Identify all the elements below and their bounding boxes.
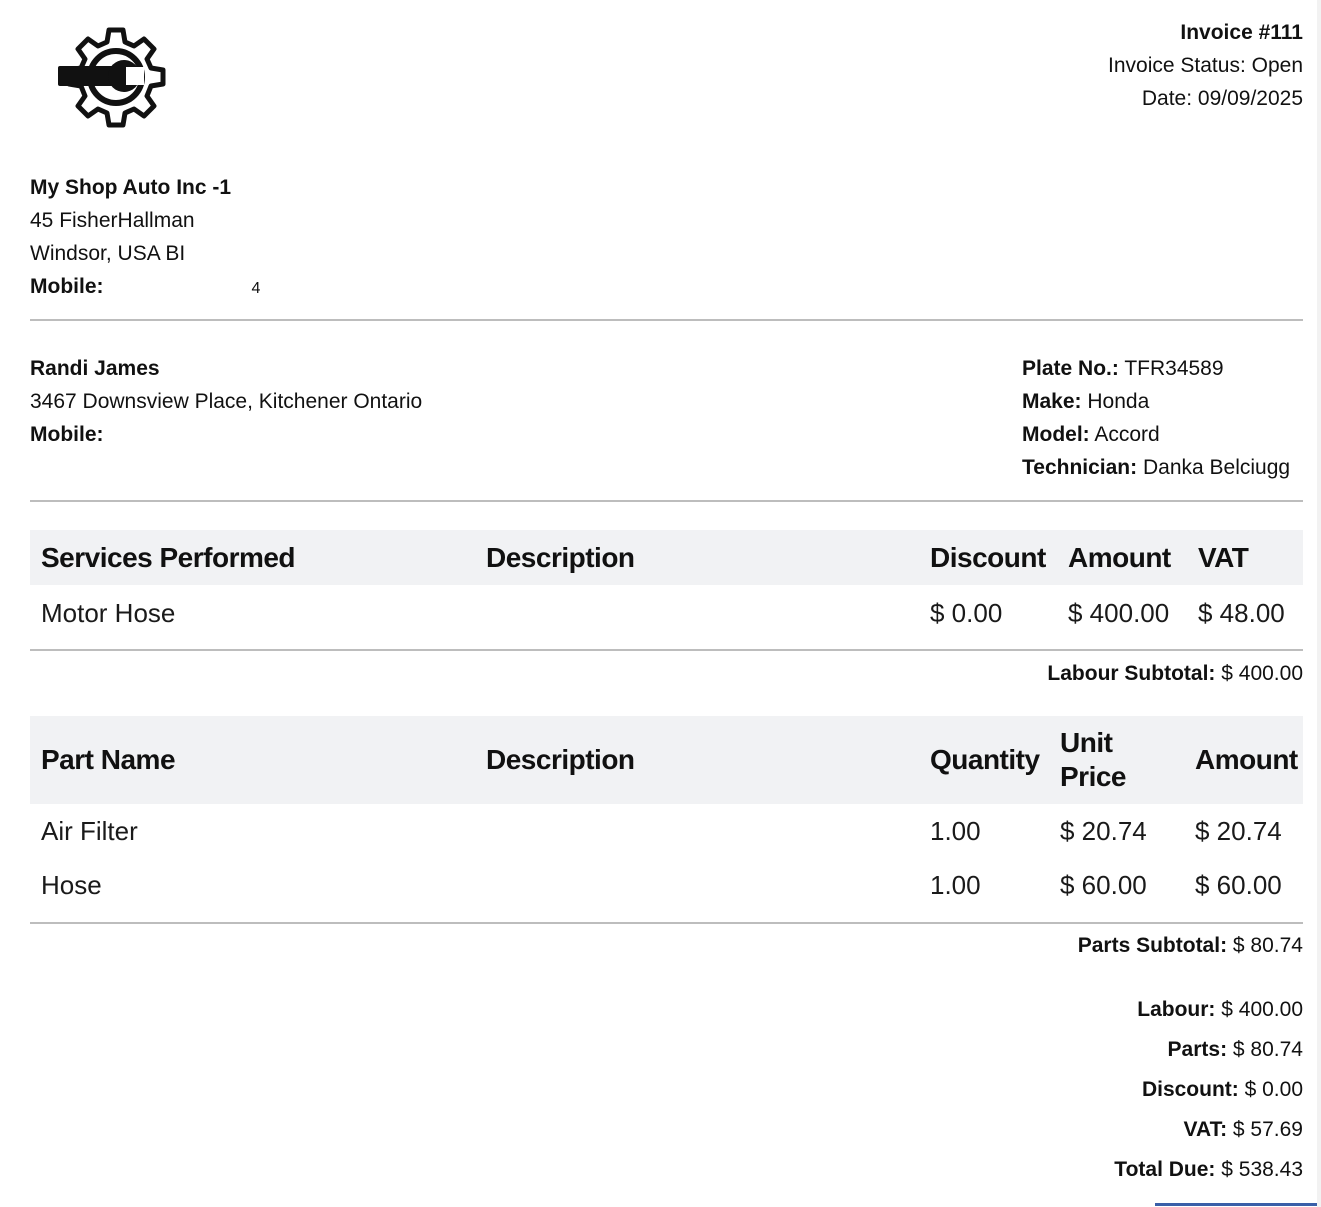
shop-mobile: Mobile: 4 <box>30 275 261 298</box>
parts-header-row <box>30 716 1303 804</box>
labour-subtotal-value: $ 400.00 <box>1221 662 1303 685</box>
divider <box>30 500 1303 502</box>
customer-info <box>30 352 730 451</box>
parts-subtotal-value: $ 80.74 <box>1232 934 1303 957</box>
labour-subtotal: Labour Subtotal: $ 400.00 <box>1047 662 1303 685</box>
customer-name: Randi James <box>30 357 160 380</box>
invoice-date: Date: 09/09/2025 <box>1141 87 1303 110</box>
vehicle-technician: Technician: Danka Belciugg <box>1022 456 1291 479</box>
vehicle-info <box>1022 352 1312 484</box>
part-quantity: 1.00 <box>930 869 981 900</box>
part-name: Hose <box>41 869 102 900</box>
total-vat: VAT: $ 57.69 <box>1183 1118 1303 1141</box>
col-amount: Amount <box>1057 530 1187 585</box>
col-description: Description <box>475 716 919 804</box>
total-due-value: $ 538.43 <box>1221 1158 1303 1181</box>
col-part-name: Part Name <box>30 716 475 804</box>
part-quantity: 1.00 <box>930 815 981 846</box>
shop-info <box>30 171 530 305</box>
invoice-status: Invoice Status: Open <box>1108 54 1303 77</box>
customer-address: 3467 Downsview Place, Kitchener Ontario <box>30 390 423 413</box>
customer-mobile: Mobile: <box>30 423 104 446</box>
part-unit-price: $ 20.74 <box>1060 815 1147 846</box>
footer-accent <box>1155 1203 1321 1206</box>
shop-mobile-value: 4 <box>251 280 261 297</box>
divider <box>30 649 1303 651</box>
services-table <box>30 530 1303 641</box>
service-description <box>475 585 919 641</box>
parts-table <box>30 716 1303 912</box>
col-vat: VAT <box>1187 530 1303 585</box>
shop-name: My Shop Auto Inc -1 <box>30 176 232 199</box>
service-name: Motor Hose <box>41 597 176 628</box>
part-name: Air Filter <box>41 815 138 846</box>
service-vat: $ 48.00 <box>1198 597 1285 628</box>
col-services-performed: Services Performed <box>30 530 475 585</box>
shop-address-line2: Windsor, USA BI <box>30 242 186 265</box>
gear-wrench-icon <box>58 24 176 134</box>
table-row <box>30 804 1303 858</box>
shop-address-line1: 45 FisherHallman <box>30 209 195 232</box>
part-description <box>475 804 919 858</box>
divider <box>30 922 1303 924</box>
total-parts: Parts: $ 80.74 <box>1167 1038 1303 1061</box>
table-row <box>30 858 1303 912</box>
totals-summary <box>803 990 1303 1190</box>
total-due: Total Due: $ 538.43 <box>1114 1158 1303 1181</box>
col-discount: Discount <box>919 530 1057 585</box>
part-amount: $ 60.00 <box>1195 869 1282 900</box>
service-discount: $ 0.00 <box>930 597 1003 628</box>
shop-logo <box>58 24 176 134</box>
table-row <box>30 585 1303 641</box>
part-amount: $ 20.74 <box>1195 815 1282 846</box>
invoice-status-value: Open <box>1251 54 1303 77</box>
col-unit-price: Unit Price <box>1049 716 1184 804</box>
invoice-number: Invoice #111 <box>1180 21 1303 44</box>
total-discount: Discount: $ 0.00 <box>1141 1078 1303 1101</box>
invoice-header <box>883 16 1303 115</box>
divider <box>30 319 1303 321</box>
vehicle-model: Model: Accord <box>1022 423 1160 446</box>
service-amount: $ 400.00 <box>1068 597 1170 628</box>
part-unit-price: $ 60.00 <box>1060 869 1147 900</box>
page-edge <box>1317 0 1321 1207</box>
col-quantity: Quantity <box>919 716 1049 804</box>
parts-subtotal: Parts Subtotal: $ 80.74 <box>1077 934 1303 957</box>
services-header-row <box>30 530 1303 585</box>
col-description: Description <box>475 530 919 585</box>
part-description <box>475 858 919 912</box>
vehicle-plate: Plate No.: TFR34589 <box>1022 357 1224 380</box>
total-labour: Labour: $ 400.00 <box>1137 998 1303 1021</box>
vehicle-make: Make: Honda <box>1022 390 1150 413</box>
col-amount: Amount <box>1184 716 1303 804</box>
invoice-date-value: 09/09/2025 <box>1197 87 1303 110</box>
